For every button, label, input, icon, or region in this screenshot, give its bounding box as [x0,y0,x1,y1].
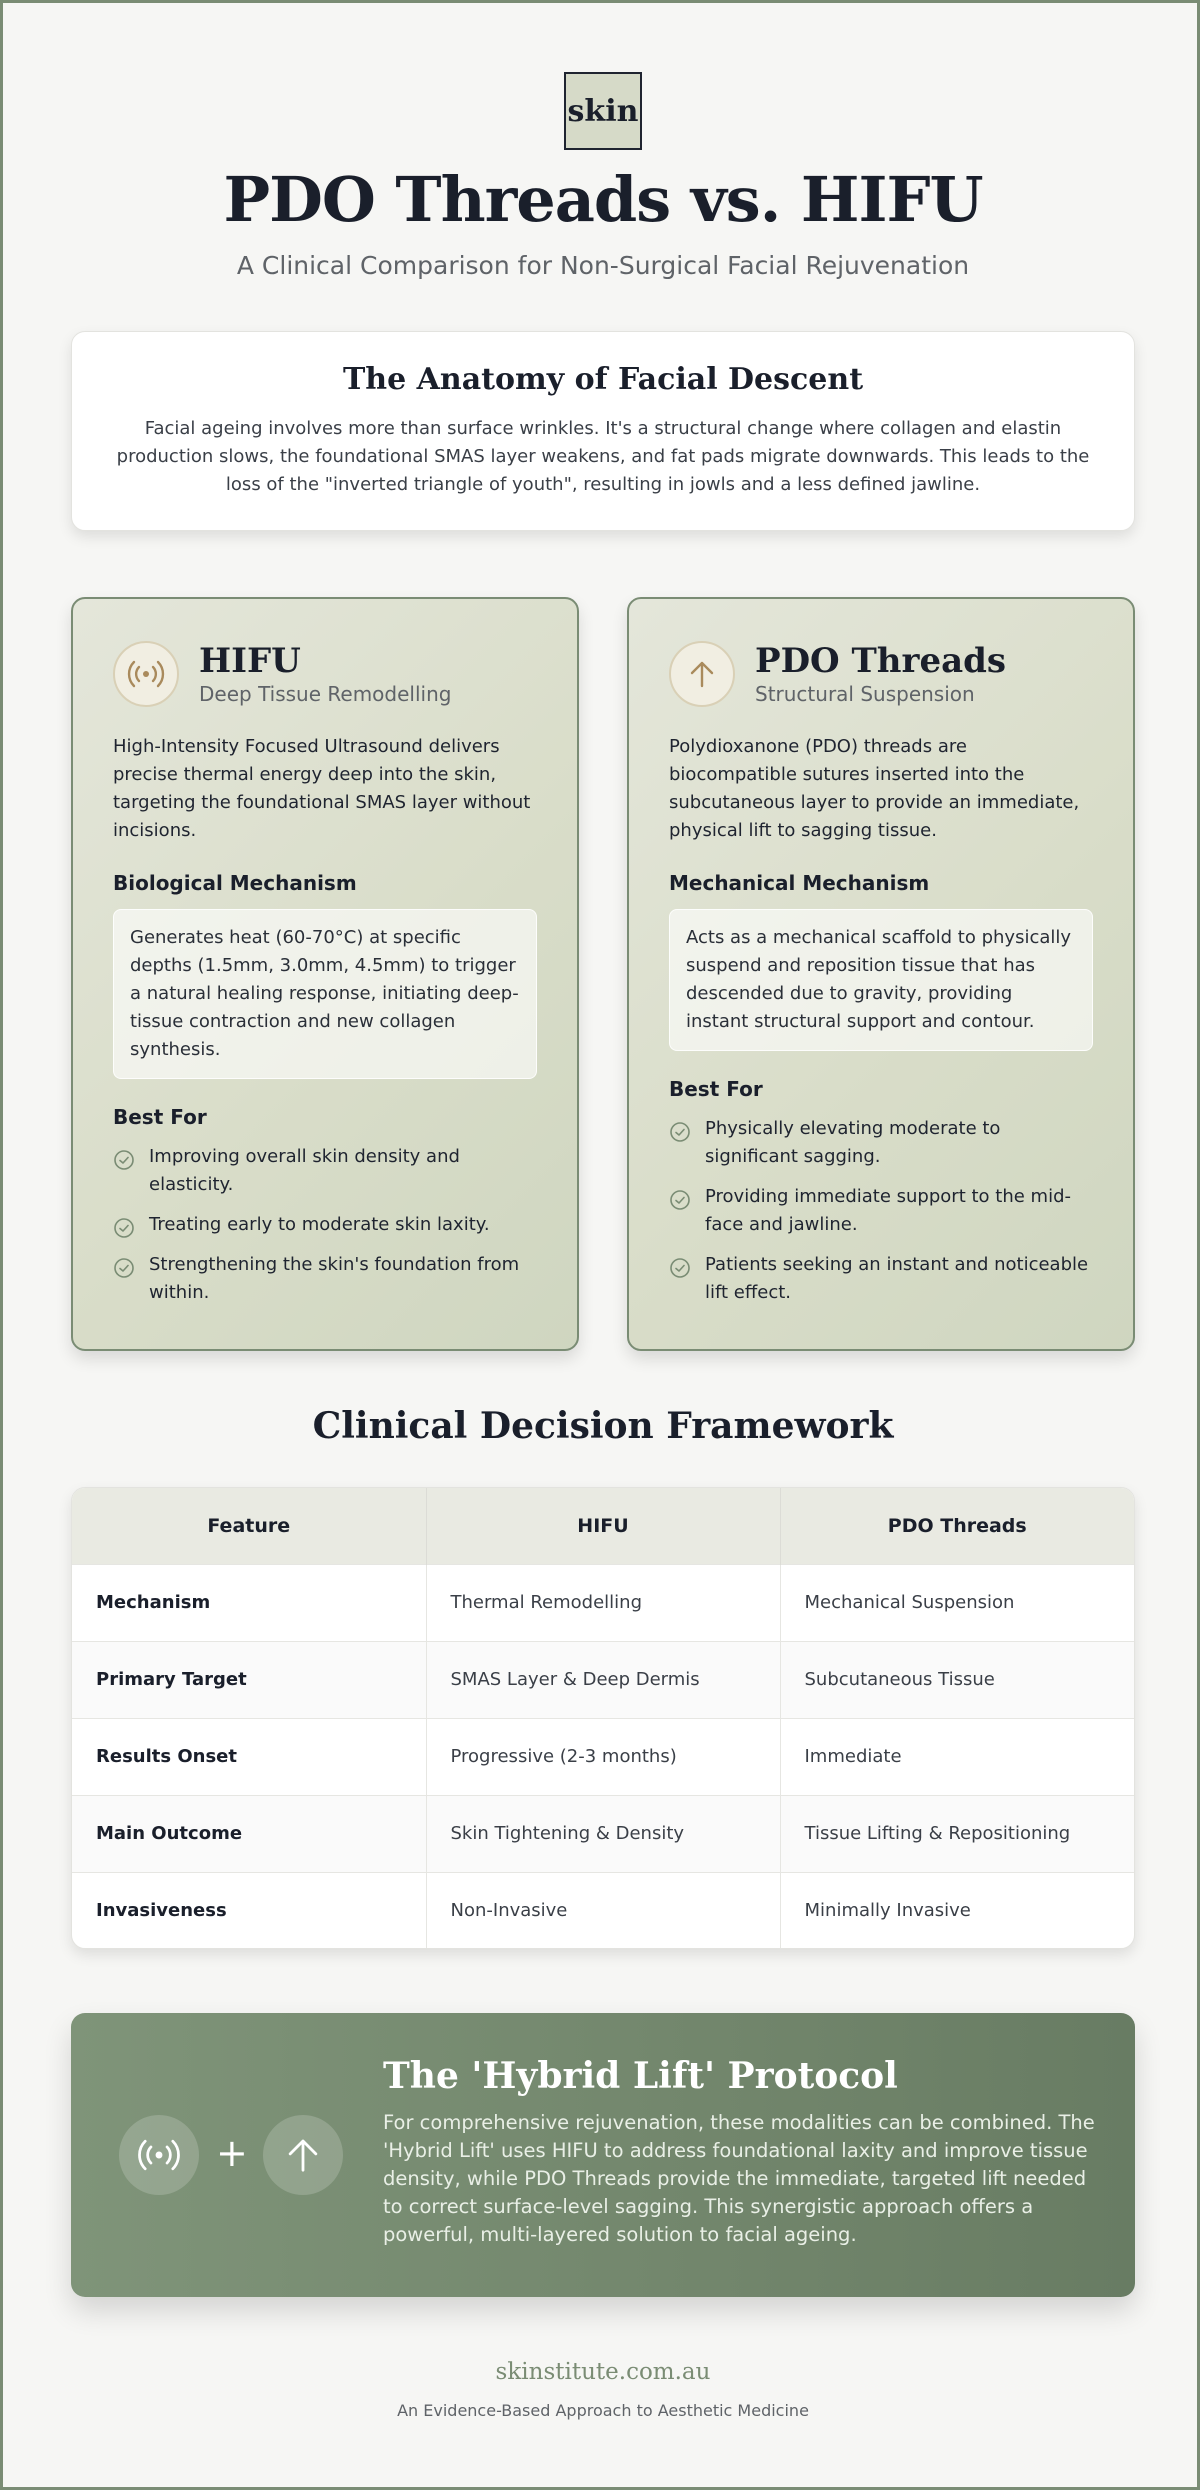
pdo-mechanism-box: Acts as a mechanical scaffold to physically suspend and reposition tissue that has descended due to gravity, providing instant structural support and contour. [669,909,1093,1051]
pdo-card [627,597,1135,1351]
header-hifu: HIFU [426,1488,780,1564]
hifu-description: High-Intensity Focused Ultrasound delivers precise thermal energy deep into the skin, targeting the foundational SMAS layer without incisions. [113,736,531,841]
hifu-mechanism-box: Generates heat (60-70°C) at specific depths (1.5mm, 3.0mm, 4.5mm) to trigger a natural healing response, initiating deep-tissue contraction and new collagen synthesis. [113,909,537,1079]
anatomy-title: The Anatomy of Facial Descent [342,362,864,397]
feature-cell: Mechanism [72,1564,426,1641]
hifu-cell: Thermal Remodelling [426,1564,780,1641]
hifu-header [113,639,537,709]
table-row [72,1564,1134,1641]
feature-cell: Invasiveness [72,1872,426,1949]
feature-cell: Results Onset [72,1718,426,1795]
page-title: PDO Threads vs. HIFU [223,163,983,236]
hifu-mechanism-heading: Biological Mechanism [113,871,357,895]
arrow-up-icon [263,2115,343,2195]
best-item-text: Providing immediate support to the mid-face and jawline. [705,1186,1071,1235]
hifu-cell: SMAS Layer & Deep Dermis [426,1641,780,1718]
framework-title: Clinical Decision Framework [312,1405,894,1447]
table-row [72,1718,1134,1795]
list-item [669,1115,1093,1171]
footer-tagline: An Evidence-Based Approach to Aesthetic Medicine [397,2401,809,2420]
table-row [72,1872,1134,1949]
check-circle-icon [113,1217,135,1239]
pdo-cell: Immediate [780,1718,1134,1795]
hybrid-title: The 'Hybrid Lift' Protocol [383,2055,898,2097]
pdo-cell: Tissue Lifting & Repositioning [780,1795,1134,1872]
skin-logo [564,72,642,150]
best-item-text: Improving overall skin density and elasticity. [149,1146,460,1195]
hybrid-text: For comprehensive rejuvenation, these modalities can be combined. The 'Hybrid Lift' uses HIFU to address foundational laxity and improve tissue density, while PDO Threads provide the immediate, targeted lift needed to correct surface-level sagging. This synergistic approach offers a powerful, multi-layered solution to facial ageing. [383,2111,1095,2246]
anatomy-card [71,331,1135,531]
pdo-cell: Mechanical Suspension [780,1564,1134,1641]
header-feature: Feature [72,1488,426,1564]
feature-cell: Main Outcome [72,1795,426,1872]
check-circle-icon [113,1257,135,1279]
list-item [113,1211,537,1239]
plus-sign: + [216,2131,248,2175]
hifu-best-heading: Best For [113,1105,207,1129]
website-link[interactable]: skinstitute.com.au [495,2359,711,2385]
list-item [669,1251,1093,1307]
ultrasound-waves-icon [119,2115,199,2195]
best-item-text: Patients seeking an instant and noticeable lift effect. [705,1254,1089,1303]
pdo-cell: Minimally Invasive [780,1872,1134,1949]
best-item-text: Strengthening the skin's foundation from within. [149,1254,520,1303]
pdo-best-heading: Best For [669,1077,763,1101]
list-item [669,1183,1093,1239]
table-header-row [72,1488,1134,1564]
ultrasound-waves-icon [113,641,179,707]
check-circle-icon [669,1121,691,1143]
feature-cell: Primary Target [72,1641,426,1718]
arrow-up-icon [669,641,735,707]
hifu-best-list [113,1143,537,1307]
hifu-subtitle: Deep Tissue Remodelling [199,682,452,706]
pdo-title: PDO Threads [755,641,1007,681]
hifu-cell: Progressive (2-3 months) [426,1718,780,1795]
check-circle-icon [669,1257,691,1279]
table-row [72,1795,1134,1872]
hifu-cell: Non-Invasive [426,1872,780,1949]
check-circle-icon [113,1149,135,1171]
comparison-table [71,1487,1135,1949]
pdo-mechanism-heading: Mechanical Mechanism [669,871,930,895]
hifu-card [71,597,579,1351]
list-item [113,1143,537,1199]
hybrid-lift-banner [71,2013,1135,2297]
check-circle-icon [669,1189,691,1211]
anatomy-text: Facial ageing involves more than surface wrinkles. It's a structural change where collagen and elastin production slows, the foundational SMAS layer weakens, and fat pads migrate downwards. This leads to the loss of the "inverted triangle of youth", resulting in jowls and a less defined jawline. [116,418,1090,495]
header-pdo: PDO Threads [780,1488,1134,1564]
best-item-text: Treating early to moderate skin laxity. [149,1214,490,1235]
best-item-text: Physically elevating moderate to significant sagging. [705,1118,1001,1167]
logo-text: skin [567,93,639,129]
pdo-subtitle: Structural Suspension [755,682,975,706]
hifu-cell: Skin Tightening & Density [426,1795,780,1872]
pdo-description: Polydioxanone (PDO) threads are biocompatible sutures inserted into the subcutaneous layer to provide an immediate, physical lift to sagging tissue. [669,736,1080,841]
pdo-best-list [669,1115,1093,1307]
table-row [72,1641,1134,1718]
page-subtitle: A Clinical Comparison for Non-Surgical Facial Rejuvenation [236,251,970,280]
hifu-title: HIFU [199,641,301,681]
pdo-cell: Subcutaneous Tissue [780,1641,1134,1718]
list-item [113,1251,537,1307]
pdo-header [669,639,1093,709]
